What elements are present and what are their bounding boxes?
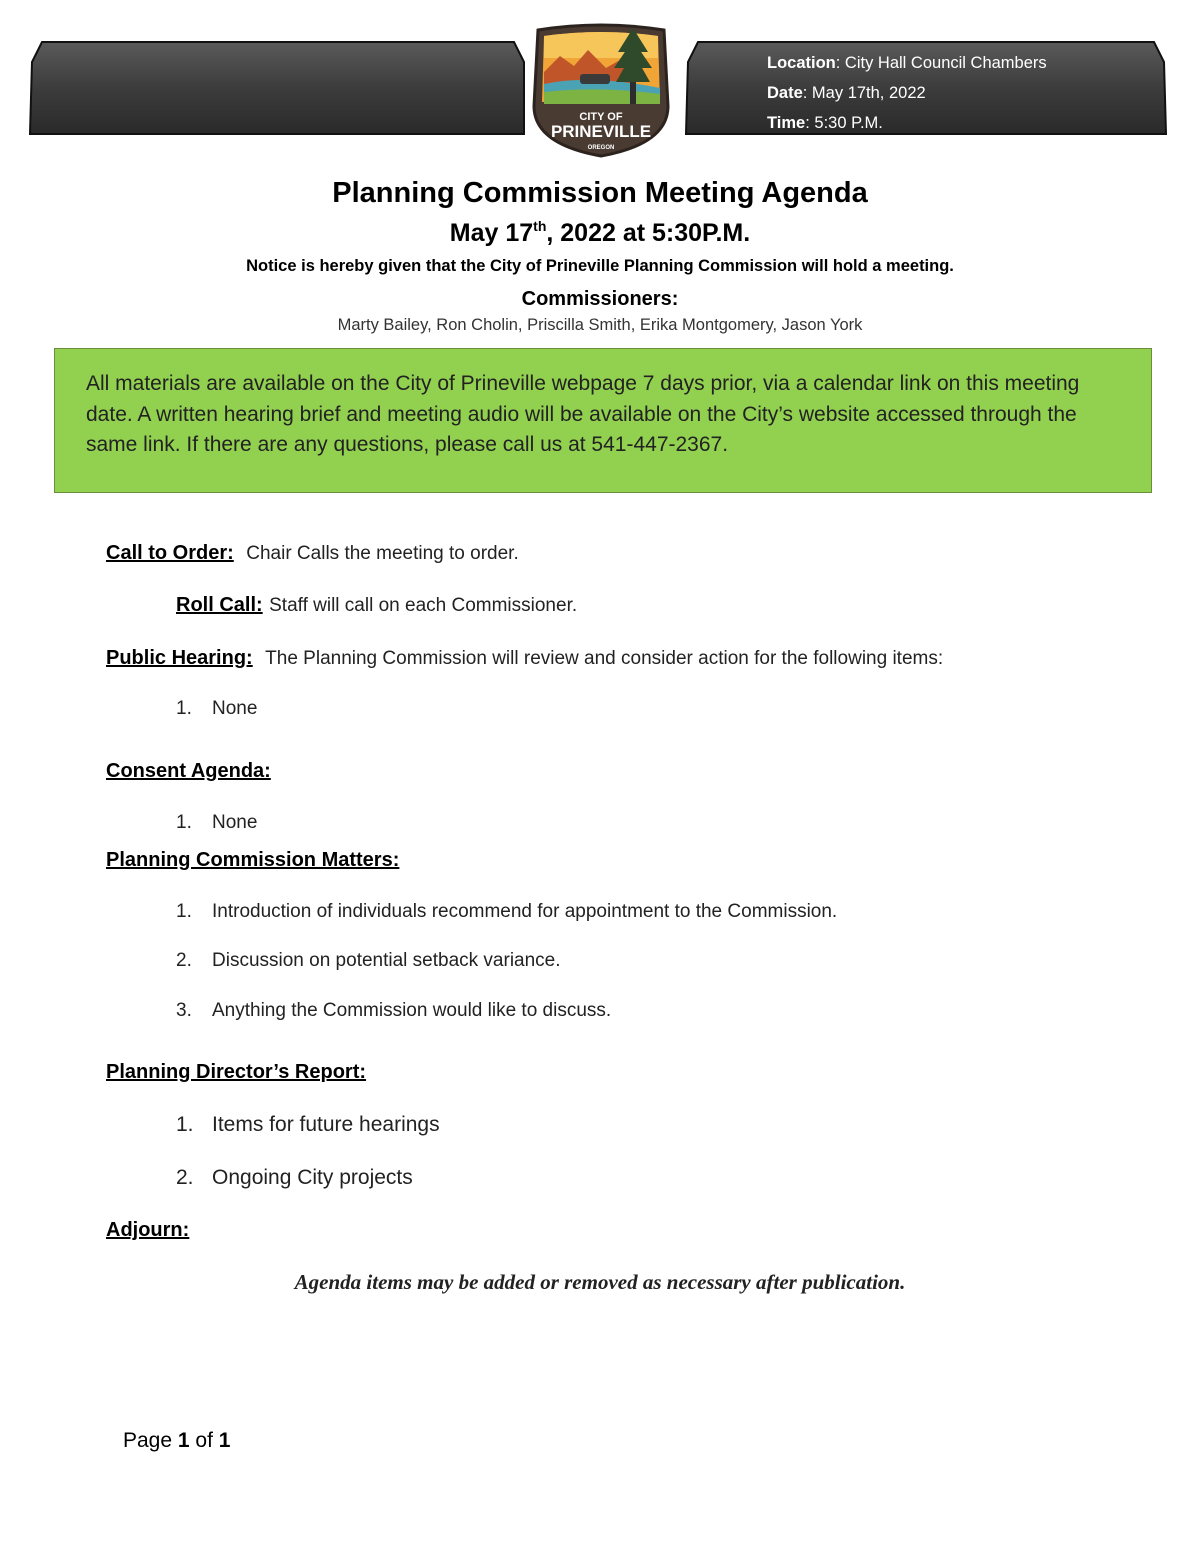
page-number: Page 1 of 1: [123, 1429, 231, 1452]
materials-notice-box: All materials are available on the City of Prineville webpage 7 days prior, via a calendar link on this meeting date. A written hearing brief and meeting audio will be available on the City’s website accessed through the same link. If there are any questions, please call us at 541-447-2367.: [54, 348, 1152, 493]
adjourn-heading: Adjourn:: [106, 1219, 190, 1241]
public-hearing-row: [106, 647, 943, 670]
list-item: 1. None: [176, 812, 258, 833]
list-item: 2. Ongoing City projects: [176, 1166, 413, 1189]
list-item: 1. Items for future hearings: [176, 1113, 440, 1136]
list-item: 1. Introduction of individuals recommend for appointment to the Commission.: [176, 901, 838, 922]
commissioners-list: Marty Bailey, Ron Cholin, Priscilla Smith, Erika Montgomery, Jason York: [337, 316, 863, 334]
header-bar-left: [28, 40, 528, 136]
date-line: Date: May 17th, 2022: [767, 84, 926, 102]
directors-report-heading: Planning Director’s Report:: [106, 1061, 367, 1083]
time-line: Time: 5:30 P.M.: [767, 114, 883, 132]
meeting-notice: Notice is hereby given that the City of Prineville Planning Commission will hold a meeting.: [246, 257, 954, 275]
agenda-disclaimer: Agenda items may be added or removed as necessary after publication.: [294, 1270, 906, 1294]
roll-call-row: [176, 594, 577, 617]
commissioners-heading: Commissioners:: [521, 288, 679, 310]
list-item: 3. Anything the Commission would like to discuss.: [176, 1000, 612, 1021]
public-hearing-text: The Planning Commission will review and consider action for the following items:: [265, 648, 944, 669]
city-logo: [530, 22, 672, 158]
page-title: Planning Commission Meeting Agenda: [332, 177, 868, 209]
call-to-order-heading: Call to Order:: [106, 542, 234, 564]
public-hearing-heading: Public Hearing:: [106, 647, 253, 669]
meeting-date-heading: May 17th, 2022 at 5:30P.M.: [449, 218, 751, 247]
roll-call-text: Staff will call on each Commissioner.: [269, 595, 578, 616]
logo-text-bottom: OREGON: [587, 145, 615, 151]
roll-call-heading: Roll Call:: [176, 594, 263, 616]
consent-agenda-heading: Consent Agenda:: [106, 760, 271, 782]
call-to-order-row: [106, 542, 519, 565]
logo-text-top: CITY OF: [579, 111, 623, 123]
call-to-order-text: Chair Calls the meeting to order.: [246, 543, 519, 564]
list-item: 2. Discussion on potential setback variance.: [176, 950, 561, 971]
logo-text-main: PRINEVILLE: [550, 122, 652, 141]
location-line: Location: City Hall Council Chambers: [767, 54, 1047, 72]
list-item: 1. None: [176, 698, 258, 719]
meeting-info: [767, 48, 1047, 138]
commission-matters-heading: Planning Commission Matters:: [106, 849, 400, 871]
